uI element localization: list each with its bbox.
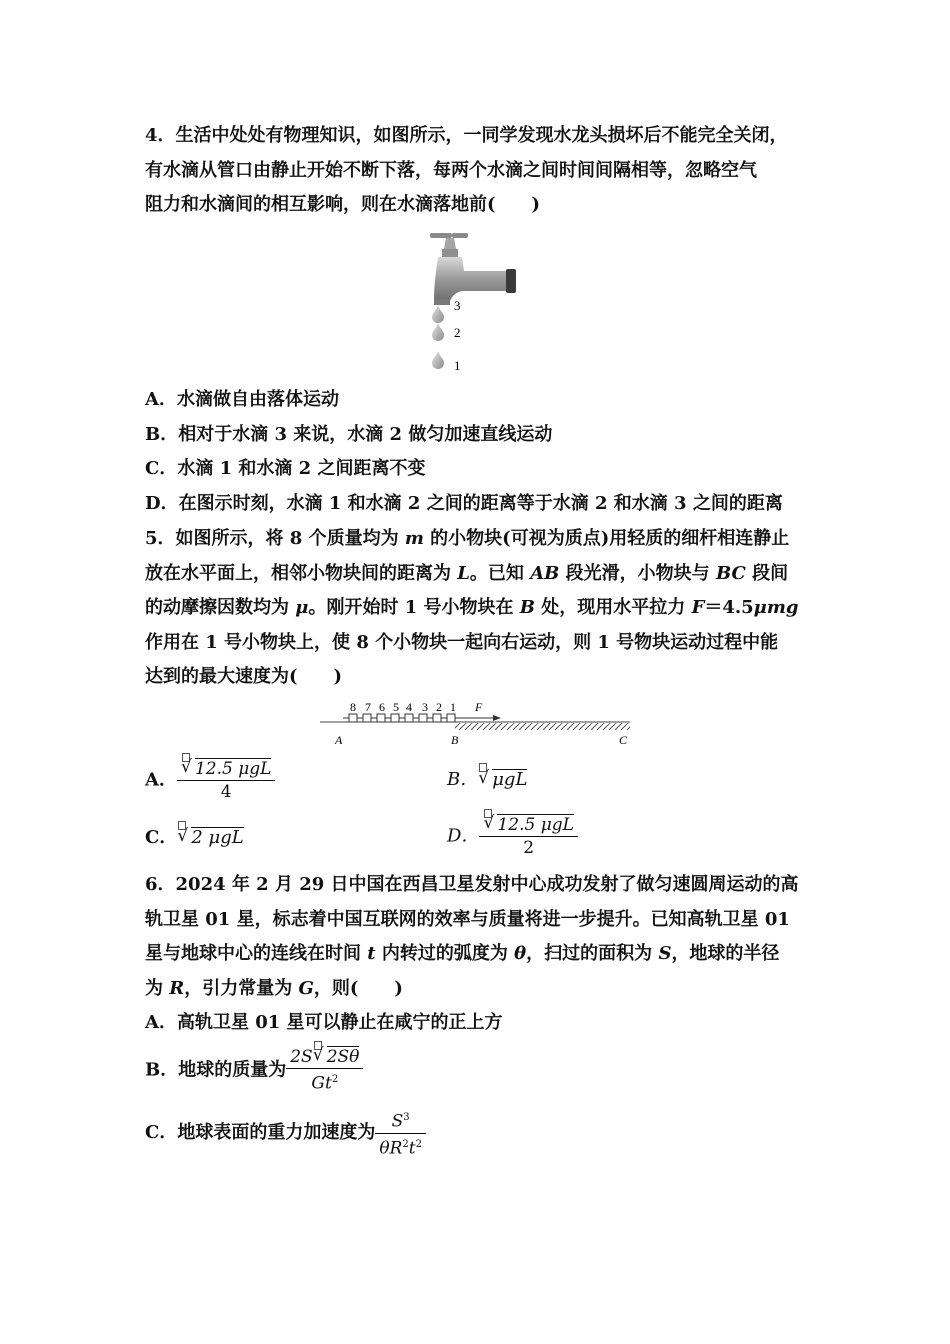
q4-option-c: C．水滴 1 和水滴 2 之间距离不变 [145, 458, 426, 479]
block-label-1: 1 [450, 700, 456, 714]
block-label-5: 5 [393, 700, 399, 714]
block-label-2: 2 [436, 700, 442, 714]
drop-label-1: 1 [454, 358, 461, 373]
q6-option-b: B．地球的质量为 2S √ 2Sθ Gt$^2$ [145, 1046, 363, 1095]
q5-line-1: 5．如图所示，将 8 个质量均为 m 的小物块(可视为质点)用轻质的细杆相连静止 [145, 528, 790, 549]
block-label-3: 3 [422, 700, 428, 714]
q6-line-3: 星与地球中心的连线在时间 t 内转过的弧度为 θ，扫过的面积为 S，地球的半径 [145, 943, 780, 964]
water-drop-1-icon [432, 351, 444, 369]
force-label: F [475, 700, 483, 714]
block-label-8: 8 [350, 700, 356, 714]
water-drop-2-icon [432, 323, 444, 341]
q6-option-c: C．地球表面的重力加速度为 $\frac{S^3}{\theta R^2t^2}$ [145, 1107, 426, 1159]
point-label-c: C [619, 733, 628, 747]
q5-option-d: D． √ 12.5 μgL 2 [447, 814, 578, 859]
q5-line-4: 作用在 1 号小物块上，使 8 个小物块一起向右运动，则 1 号物块运动过程中能 [145, 632, 779, 653]
faucet-figure [420, 225, 530, 375]
block-label-6: 6 [379, 700, 385, 714]
block-label-4: 4 [406, 700, 412, 714]
force-arrow-icon [493, 715, 501, 721]
point-label-a: A [335, 733, 343, 747]
q5-line-5: 达到的最大速度为( ) [145, 666, 343, 687]
q5-option-a: A． √ 12.5 μgL 4 [145, 758, 275, 803]
q4-option-d: D．在图示时刻，水滴 1 和水滴 2 之间的距离等于水滴 2 和水滴 3 之间的距离 [145, 493, 783, 514]
point-label-b: B [451, 733, 459, 747]
q5-line-2: 放在水平面上，相邻小物块间的距离为 L。已知 AB 段光滑，小物块与 BC 段间 [145, 563, 789, 584]
q4-option-b: B．相对于水滴 3 来说，水滴 2 做匀加速直线运动 [145, 424, 553, 445]
block-label-7: 7 [365, 700, 371, 714]
faucet-icon [430, 233, 516, 305]
drop-label-3: 3 [454, 298, 461, 313]
q4-line-3: 阻力和水滴间的相互影响，则在水滴落地前( ) [145, 194, 541, 215]
q4-option-a: A．水滴做自由落体运动 [145, 389, 339, 410]
q5-option-b: B． √ μgL [447, 768, 527, 792]
water-drop-3-icon [432, 305, 444, 323]
blocks-figure [315, 700, 635, 748]
q6-line-4: 为 R，引力常量为 G，则( ) [145, 978, 403, 999]
q6-line-1: 6．2024 年 2 月 29 日中国在西昌卫星发射中心成功发射了做匀速圆周运动的高 [145, 874, 799, 895]
q6-option-a: A．高轨卫星 01 星可以静止在咸宁的正上方 [145, 1012, 503, 1033]
q4-line-1: 4．生活中处处有物理知识，如图所示，一同学发现水龙头损坏后不能完全关闭， [145, 125, 788, 146]
q4-line-2: 有水滴从管口由静止开始不断下落，每两个水滴之间时间间隔相等，忽略空气 [145, 160, 757, 181]
q5-line-3: 的动摩擦因数均为 μ。刚开始时 1 号小物块在 B 处，现用水平拉力 F＝4.5μmg [145, 597, 799, 618]
drop-label-2: 2 [454, 325, 461, 340]
q6-line-2: 轨卫星 01 星，标志着中国互联网的效率与质量将进一步提升。已知高轨卫星 01 [145, 909, 790, 930]
q5-option-c: C． √ 2 μgL [145, 826, 244, 850]
